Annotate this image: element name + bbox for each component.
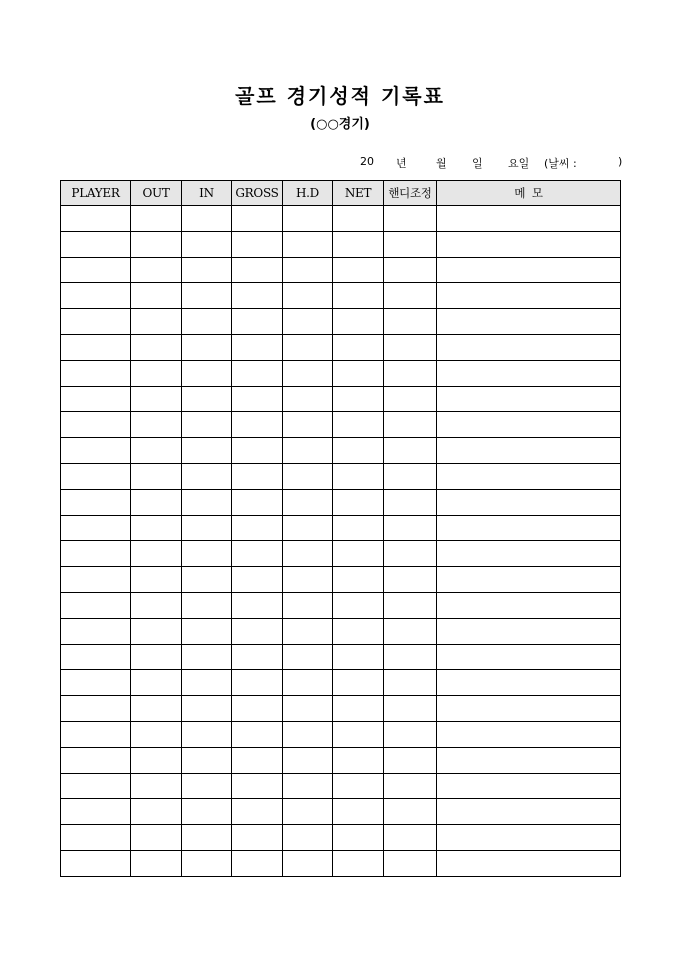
- weather-close: ): [618, 155, 623, 168]
- cell-gross[interactable]: [232, 412, 283, 438]
- cell-player[interactable]: [61, 309, 131, 335]
- cell-player[interactable]: [61, 799, 131, 825]
- date-line: [360, 155, 626, 173]
- cell-out[interactable]: [131, 438, 182, 464]
- cell-handicap-adjust[interactable]: [384, 231, 437, 257]
- cell-gross[interactable]: [232, 283, 283, 309]
- table-header-row: [61, 181, 621, 206]
- cell-player[interactable]: [61, 773, 131, 799]
- cell-in[interactable]: [182, 334, 232, 360]
- page-title: 골프 경기성적 기록표: [235, 84, 445, 108]
- cell-handicap-adjust[interactable]: [384, 334, 437, 360]
- cell-memo[interactable]: [437, 438, 621, 464]
- cell-hd[interactable]: [283, 773, 333, 799]
- table-row: [61, 850, 621, 876]
- cell-handicap-adjust[interactable]: [384, 721, 437, 747]
- cell-in[interactable]: [182, 257, 232, 283]
- cell-hd[interactable]: [283, 463, 333, 489]
- table-row: [61, 618, 621, 644]
- cell-net[interactable]: [333, 799, 384, 825]
- table-row: [61, 463, 621, 489]
- cell-out[interactable]: [131, 721, 182, 747]
- table-row: [61, 773, 621, 799]
- cell-gross[interactable]: [232, 309, 283, 335]
- cell-handicap-adjust[interactable]: [384, 463, 437, 489]
- cell-handicap-adjust[interactable]: [384, 799, 437, 825]
- cell-in[interactable]: [182, 438, 232, 464]
- cell-hd[interactable]: [283, 644, 333, 670]
- cell-out[interactable]: [131, 463, 182, 489]
- cell-gross[interactable]: [232, 463, 283, 489]
- cell-memo[interactable]: [437, 567, 621, 593]
- cell-hd[interactable]: [283, 309, 333, 335]
- cell-hd[interactable]: [283, 412, 333, 438]
- cell-net[interactable]: [333, 438, 384, 464]
- cell-net[interactable]: [333, 592, 384, 618]
- cell-gross[interactable]: [232, 438, 283, 464]
- cell-memo[interactable]: [437, 463, 621, 489]
- cell-in[interactable]: [182, 696, 232, 722]
- cell-out[interactable]: [131, 515, 182, 541]
- table-row: [61, 360, 621, 386]
- cell-net[interactable]: [333, 541, 384, 567]
- cell-net[interactable]: [333, 463, 384, 489]
- table-row: [61, 309, 621, 335]
- cell-hd[interactable]: [283, 206, 333, 232]
- table-row: [61, 257, 621, 283]
- cell-gross[interactable]: [232, 799, 283, 825]
- cell-handicap-adjust[interactable]: [384, 567, 437, 593]
- cell-memo[interactable]: [437, 670, 621, 696]
- cell-hd[interactable]: [283, 747, 333, 773]
- cell-hd[interactable]: [283, 515, 333, 541]
- cell-player[interactable]: [61, 206, 131, 232]
- cell-gross[interactable]: [232, 721, 283, 747]
- table-row: [61, 567, 621, 593]
- date-weekday-label: 요일: [508, 157, 530, 170]
- cell-handicap-adjust[interactable]: [384, 670, 437, 696]
- cell-handicap-adjust[interactable]: [384, 360, 437, 386]
- col-header-player: PLAYER: [61, 181, 131, 206]
- cell-gross[interactable]: [232, 231, 283, 257]
- cell-handicap-adjust[interactable]: [384, 541, 437, 567]
- cell-net[interactable]: [333, 721, 384, 747]
- cell-memo[interactable]: [437, 386, 621, 412]
- table-row: [61, 747, 621, 773]
- cell-gross[interactable]: [232, 825, 283, 851]
- cell-hd[interactable]: [283, 567, 333, 593]
- cell-out[interactable]: [131, 206, 182, 232]
- cell-hd[interactable]: [283, 489, 333, 515]
- cell-out[interactable]: [131, 541, 182, 567]
- table-row: [61, 412, 621, 438]
- col-header-gross: GROSS: [232, 181, 283, 206]
- cell-in[interactable]: [182, 463, 232, 489]
- cell-net[interactable]: [333, 696, 384, 722]
- cell-player[interactable]: [61, 567, 131, 593]
- cell-hd[interactable]: [283, 825, 333, 851]
- cell-out[interactable]: [131, 334, 182, 360]
- cell-player[interactable]: [61, 541, 131, 567]
- cell-memo[interactable]: [437, 309, 621, 335]
- cell-net[interactable]: [333, 773, 384, 799]
- cell-out[interactable]: [131, 412, 182, 438]
- cell-player[interactable]: [61, 231, 131, 257]
- cell-gross[interactable]: [232, 747, 283, 773]
- cell-player[interactable]: [61, 283, 131, 309]
- cell-out[interactable]: [131, 773, 182, 799]
- cell-in[interactable]: [182, 489, 232, 515]
- table-row: [61, 283, 621, 309]
- cell-out[interactable]: [131, 644, 182, 670]
- table-row: [61, 489, 621, 515]
- cell-handicap-adjust[interactable]: [384, 825, 437, 851]
- cell-memo[interactable]: [437, 799, 621, 825]
- cell-in[interactable]: [182, 825, 232, 851]
- cell-in[interactable]: [182, 644, 232, 670]
- cell-hd[interactable]: [283, 721, 333, 747]
- cell-hd[interactable]: [283, 438, 333, 464]
- cell-hd[interactable]: [283, 257, 333, 283]
- cell-handicap-adjust[interactable]: [384, 283, 437, 309]
- cell-handicap-adjust[interactable]: [384, 773, 437, 799]
- cell-in[interactable]: [182, 283, 232, 309]
- table-row: [61, 206, 621, 232]
- table-row: [61, 541, 621, 567]
- cell-out[interactable]: [131, 567, 182, 593]
- cell-hd[interactable]: [283, 360, 333, 386]
- cell-player[interactable]: [61, 515, 131, 541]
- cell-handicap-adjust[interactable]: [384, 747, 437, 773]
- cell-handicap-adjust[interactable]: [384, 309, 437, 335]
- table-row: [61, 670, 621, 696]
- cell-handicap-adjust[interactable]: [384, 489, 437, 515]
- cell-player[interactable]: [61, 257, 131, 283]
- cell-out[interactable]: [131, 283, 182, 309]
- cell-hd[interactable]: [283, 592, 333, 618]
- date-year-label: 년: [396, 157, 407, 170]
- cell-out[interactable]: [131, 386, 182, 412]
- cell-memo[interactable]: [437, 283, 621, 309]
- col-header-handicap-adjust: 핸디조정: [384, 181, 437, 206]
- cell-gross[interactable]: [232, 541, 283, 567]
- cell-in[interactable]: [182, 747, 232, 773]
- cell-net[interactable]: [333, 360, 384, 386]
- cell-memo[interactable]: [437, 850, 621, 876]
- cell-in[interactable]: [182, 618, 232, 644]
- cell-gross[interactable]: [232, 670, 283, 696]
- table-row: [61, 438, 621, 464]
- cell-handicap-adjust[interactable]: [384, 696, 437, 722]
- cell-memo[interactable]: [437, 489, 621, 515]
- cell-net[interactable]: [333, 670, 384, 696]
- cell-in[interactable]: [182, 231, 232, 257]
- cell-handicap-adjust[interactable]: [384, 592, 437, 618]
- table-row: [61, 696, 621, 722]
- col-header-memo: 메 모: [437, 181, 621, 206]
- cell-in[interactable]: [182, 773, 232, 799]
- cell-player[interactable]: [61, 670, 131, 696]
- cell-gross[interactable]: [232, 592, 283, 618]
- cell-hd[interactable]: [283, 618, 333, 644]
- cell-out[interactable]: [131, 309, 182, 335]
- cell-gross[interactable]: [232, 850, 283, 876]
- col-header-out: OUT: [131, 181, 182, 206]
- cell-net[interactable]: [333, 618, 384, 644]
- cell-out[interactable]: [131, 747, 182, 773]
- cell-out[interactable]: [131, 799, 182, 825]
- cell-net[interactable]: [333, 747, 384, 773]
- cell-handicap-adjust[interactable]: [384, 644, 437, 670]
- cell-hd[interactable]: [283, 670, 333, 696]
- cell-memo[interactable]: [437, 257, 621, 283]
- cell-in[interactable]: [182, 541, 232, 567]
- cell-hd[interactable]: [283, 231, 333, 257]
- table-row: [61, 231, 621, 257]
- cell-net[interactable]: [333, 283, 384, 309]
- col-header-net: NET: [333, 181, 384, 206]
- cell-net[interactable]: [333, 231, 384, 257]
- cell-player[interactable]: [61, 721, 131, 747]
- cell-gross[interactable]: [232, 257, 283, 283]
- cell-net[interactable]: [333, 412, 384, 438]
- date-month-label: 월: [436, 157, 447, 170]
- cell-gross[interactable]: [232, 386, 283, 412]
- cell-gross[interactable]: [232, 618, 283, 644]
- cell-out[interactable]: [131, 231, 182, 257]
- cell-player[interactable]: [61, 592, 131, 618]
- table-row: [61, 799, 621, 825]
- table-row: [61, 386, 621, 412]
- cell-net[interactable]: [333, 515, 384, 541]
- cell-in[interactable]: [182, 670, 232, 696]
- table-row: [61, 721, 621, 747]
- cell-out[interactable]: [131, 360, 182, 386]
- cell-in[interactable]: [182, 567, 232, 593]
- cell-player[interactable]: [61, 463, 131, 489]
- cell-out[interactable]: [131, 850, 182, 876]
- cell-gross[interactable]: [232, 360, 283, 386]
- cell-gross[interactable]: [232, 567, 283, 593]
- cell-handicap-adjust[interactable]: [384, 386, 437, 412]
- cell-memo[interactable]: [437, 334, 621, 360]
- cell-hd[interactable]: [283, 541, 333, 567]
- cell-in[interactable]: [182, 515, 232, 541]
- cell-gross[interactable]: [232, 489, 283, 515]
- cell-net[interactable]: [333, 334, 384, 360]
- cell-memo[interactable]: [437, 592, 621, 618]
- date-day-label: 일: [472, 157, 483, 170]
- cell-in[interactable]: [182, 206, 232, 232]
- cell-memo[interactable]: [437, 412, 621, 438]
- cell-player[interactable]: [61, 334, 131, 360]
- cell-gross[interactable]: [232, 334, 283, 360]
- cell-net[interactable]: [333, 850, 384, 876]
- col-header-in: IN: [182, 181, 232, 206]
- cell-in[interactable]: [182, 721, 232, 747]
- cell-net[interactable]: [333, 257, 384, 283]
- cell-hd[interactable]: [283, 696, 333, 722]
- table-row: [61, 644, 621, 670]
- cell-hd[interactable]: [283, 850, 333, 876]
- cell-memo[interactable]: [437, 696, 621, 722]
- cell-hd[interactable]: [283, 799, 333, 825]
- cell-net[interactable]: [333, 825, 384, 851]
- cell-handicap-adjust[interactable]: [384, 850, 437, 876]
- cell-out[interactable]: [131, 670, 182, 696]
- cell-in[interactable]: [182, 850, 232, 876]
- cell-memo[interactable]: [437, 515, 621, 541]
- cell-gross[interactable]: [232, 773, 283, 799]
- cell-memo[interactable]: [437, 231, 621, 257]
- cell-in[interactable]: [182, 592, 232, 618]
- cell-hd[interactable]: [283, 283, 333, 309]
- cell-memo[interactable]: [437, 825, 621, 851]
- cell-handicap-adjust[interactable]: [384, 412, 437, 438]
- cell-out[interactable]: [131, 592, 182, 618]
- cell-handicap-adjust[interactable]: [384, 438, 437, 464]
- table-row: [61, 515, 621, 541]
- cell-net[interactable]: [333, 386, 384, 412]
- cell-net[interactable]: [333, 489, 384, 515]
- cell-handicap-adjust[interactable]: [384, 515, 437, 541]
- table-row: [61, 592, 621, 618]
- cell-player[interactable]: [61, 644, 131, 670]
- weather-label: (날씨 :: [544, 157, 577, 170]
- cell-memo[interactable]: [437, 541, 621, 567]
- table-row: [61, 334, 621, 360]
- cell-out[interactable]: [131, 825, 182, 851]
- cell-handicap-adjust[interactable]: [384, 206, 437, 232]
- cell-memo[interactable]: [437, 721, 621, 747]
- cell-net[interactable]: [333, 206, 384, 232]
- cell-player[interactable]: [61, 438, 131, 464]
- cell-memo[interactable]: [437, 644, 621, 670]
- date-year-prefix: 20: [360, 155, 374, 168]
- cell-player[interactable]: [61, 412, 131, 438]
- cell-player[interactable]: [61, 825, 131, 851]
- cell-player[interactable]: [61, 618, 131, 644]
- score-table-body: [61, 206, 621, 877]
- cell-out[interactable]: [131, 489, 182, 515]
- cell-player[interactable]: [61, 489, 131, 515]
- cell-player[interactable]: [61, 360, 131, 386]
- cell-player[interactable]: [61, 850, 131, 876]
- cell-hd[interactable]: [283, 386, 333, 412]
- cell-memo[interactable]: [437, 618, 621, 644]
- cell-out[interactable]: [131, 618, 182, 644]
- cell-gross[interactable]: [232, 515, 283, 541]
- cell-in[interactable]: [182, 360, 232, 386]
- cell-gross[interactable]: [232, 696, 283, 722]
- cell-net[interactable]: [333, 644, 384, 670]
- cell-gross[interactable]: [232, 644, 283, 670]
- cell-player[interactable]: [61, 747, 131, 773]
- cell-net[interactable]: [333, 309, 384, 335]
- cell-memo[interactable]: [437, 747, 621, 773]
- col-header-hd: H.D: [283, 181, 333, 206]
- cell-in[interactable]: [182, 799, 232, 825]
- cell-hd[interactable]: [283, 334, 333, 360]
- cell-memo[interactable]: [437, 360, 621, 386]
- cell-gross[interactable]: [232, 206, 283, 232]
- cell-out[interactable]: [131, 696, 182, 722]
- cell-handicap-adjust[interactable]: [384, 618, 437, 644]
- cell-in[interactable]: [182, 386, 232, 412]
- cell-player[interactable]: [61, 696, 131, 722]
- cell-memo[interactable]: [437, 773, 621, 799]
- cell-in[interactable]: [182, 412, 232, 438]
- cell-net[interactable]: [333, 567, 384, 593]
- cell-in[interactable]: [182, 309, 232, 335]
- cell-out[interactable]: [131, 257, 182, 283]
- cell-memo[interactable]: [437, 206, 621, 232]
- table-row: [61, 825, 621, 851]
- page-subtitle: (○○경기): [310, 117, 370, 132]
- cell-handicap-adjust[interactable]: [384, 257, 437, 283]
- cell-player[interactable]: [61, 386, 131, 412]
- score-table: [60, 180, 621, 877]
